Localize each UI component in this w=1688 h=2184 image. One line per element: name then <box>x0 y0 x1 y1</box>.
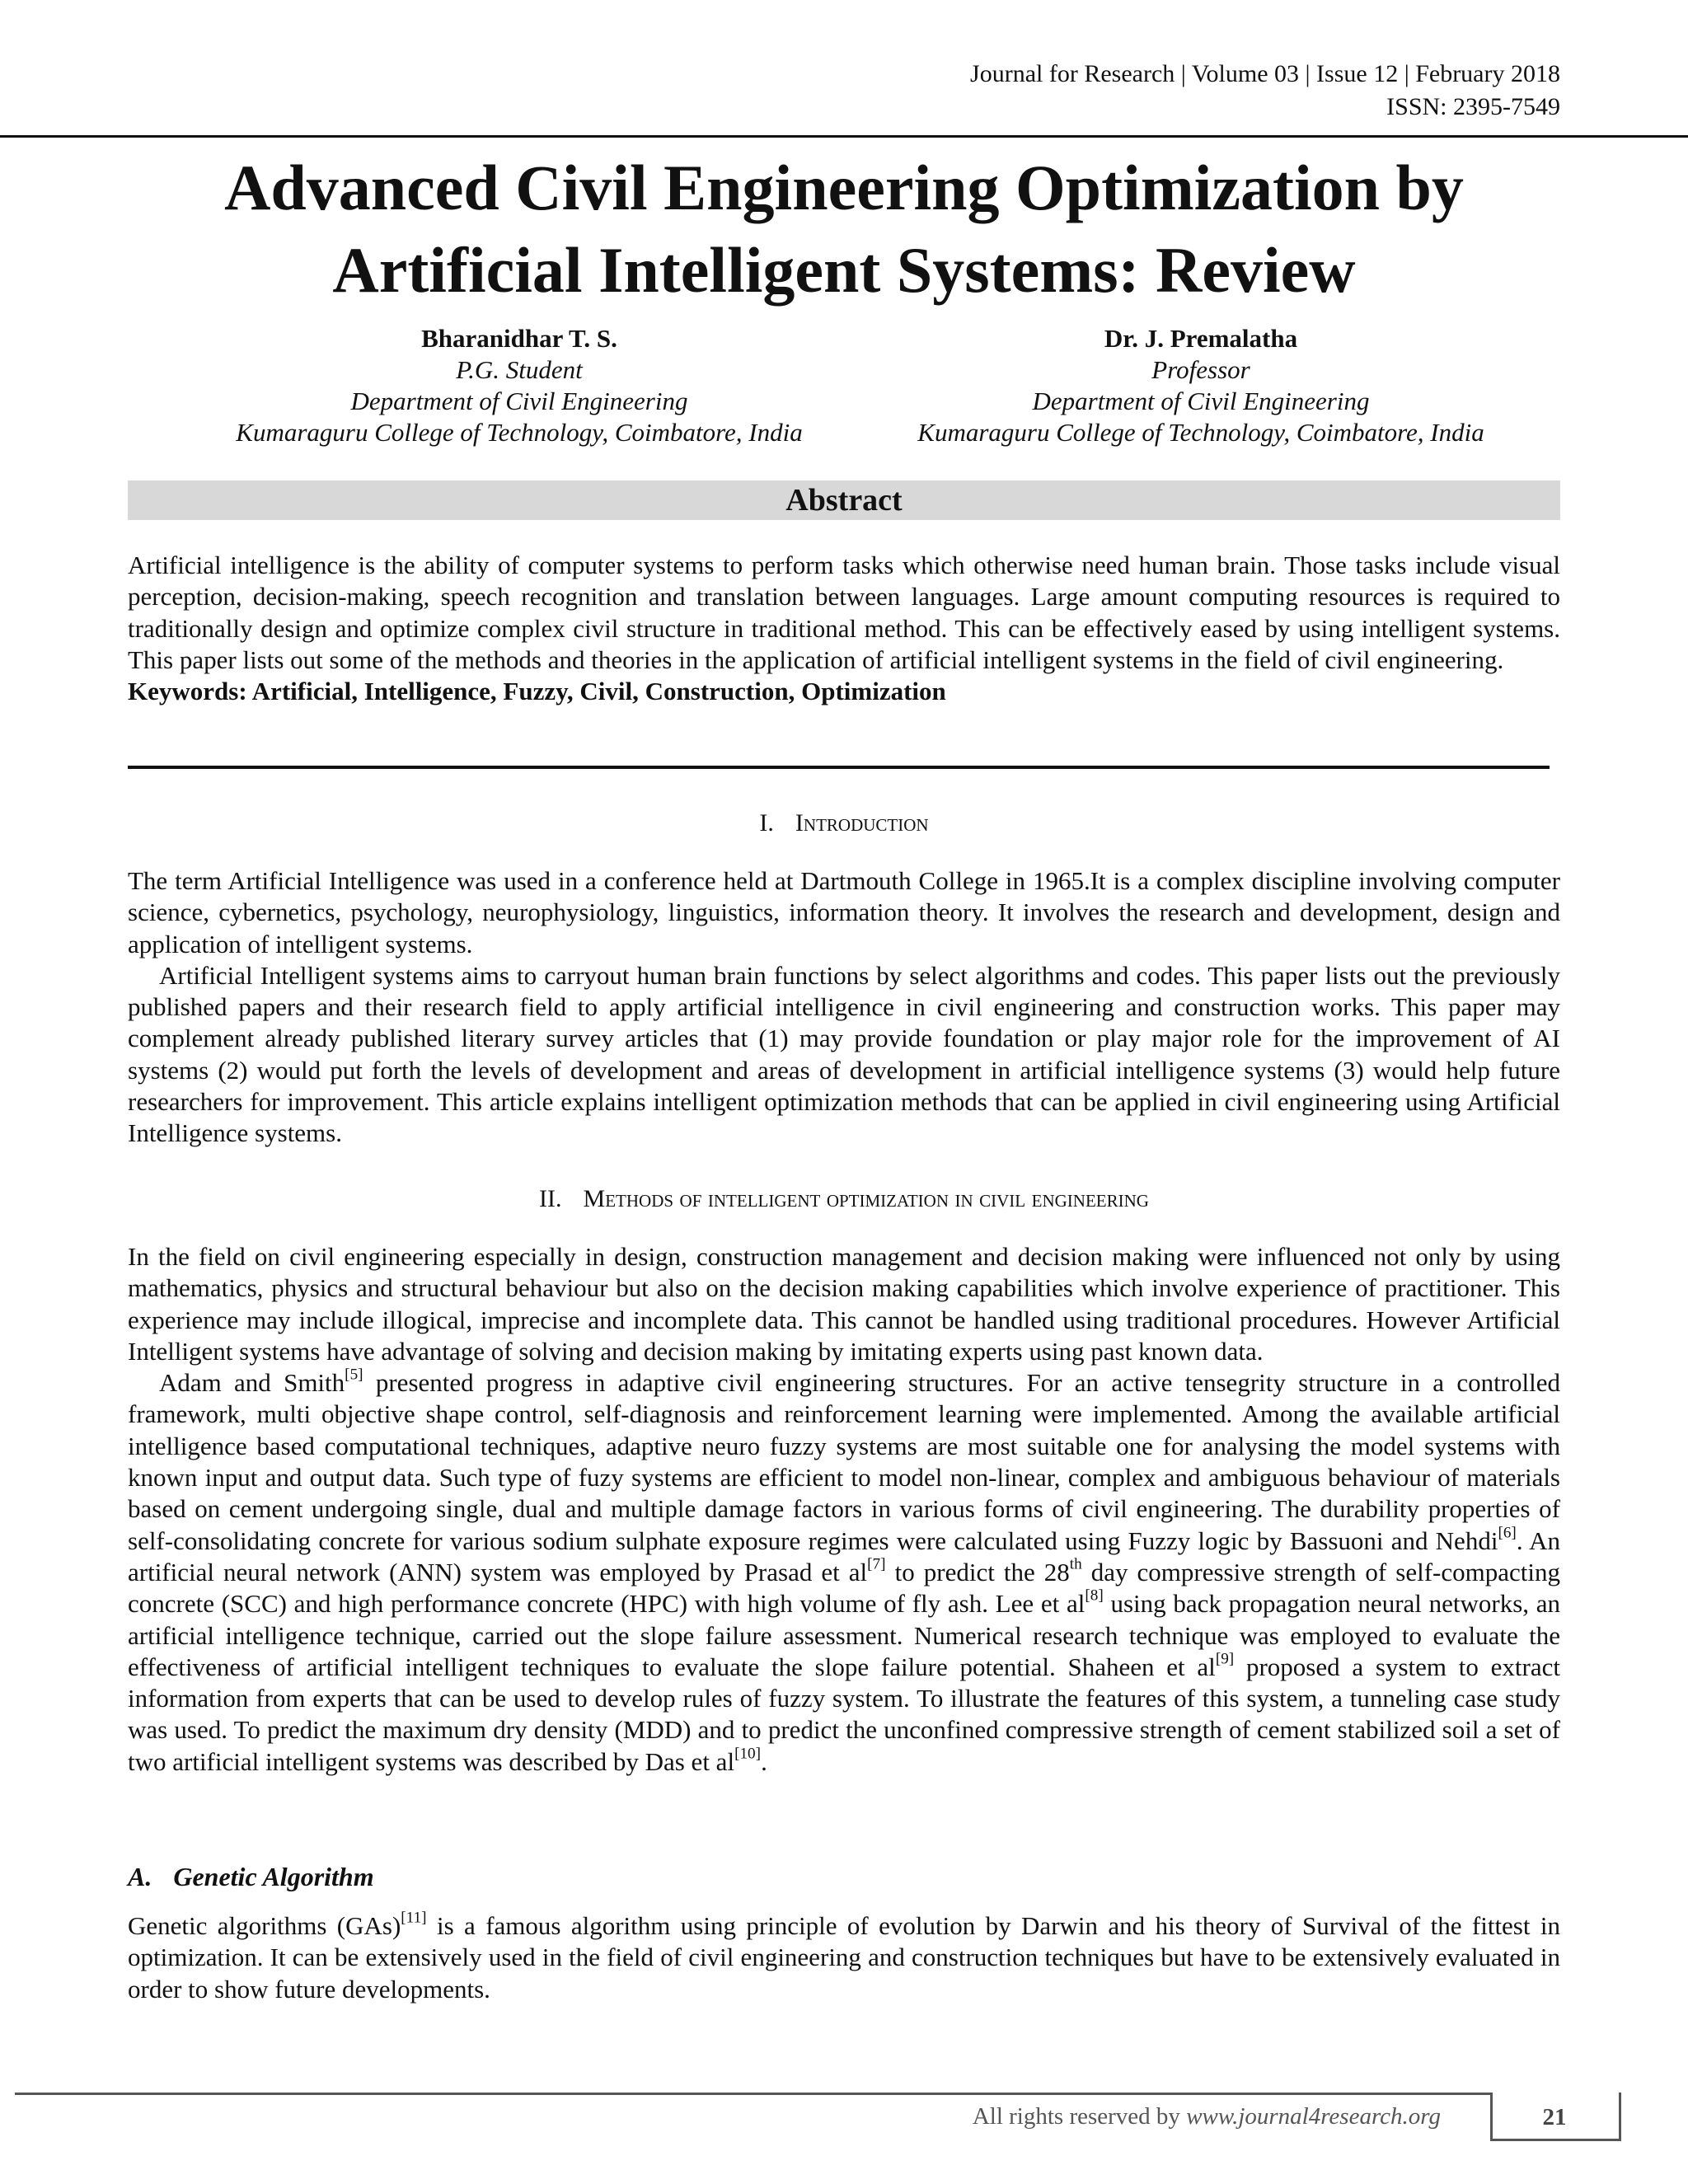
paragraph: The term Artificial Intelligence was used in a conference held at Dartmouth College in 1965.It is a complex discipline involving computer science, cybernetics, psychology, neurophysiology, linguistics, information theory. It involves the research and development, design and application of intelligent systems. <box>128 866 1560 958</box>
citation: [10] <box>734 1745 762 1763</box>
title-line-2: Artificial Intelligent Systems: Review <box>332 234 1356 306</box>
author-dept: Department of Civil Engineering <box>350 387 688 415</box>
text-run: . An artificial neural network (ANN) system was employed by Prasad et al <box>128 1526 1560 1586</box>
ordinal-suffix: th <box>1069 1555 1082 1573</box>
citation: [9] <box>1215 1650 1235 1668</box>
section-heading-introduction <box>0 807 1688 840</box>
paragraph: Artificial Intelligent systems aims to carryout human brain functions by select algorithms and codes. This paper lists out the previously published papers and their research field to apply artificial intelligence in civil engineering and construction works. This paper may complement already published literary survey articles that (1) may provide foundation or play major role for the improvement of AI systems (2) would put forth the levels of development and areas of development in artificial intelligence systems (3) would help future researchers for improvement. This article explains intelligent optimization methods that can be applied in civil engineering using Artificial Intelligence systems. <box>128 960 1560 1148</box>
text-run: to predict the 28 <box>885 1557 1070 1586</box>
rights-text: All rights reserved by <box>972 2103 1187 2130</box>
genetic-algorithm-body <box>128 1910 1560 2005</box>
author-name: Bharanidhar T. S. <box>421 324 617 353</box>
journal-header <box>970 58 1560 124</box>
paragraph: In the field on civil engineering especially in design, construction management and decision making were influenced not only by using mathematics, physics and structural behaviour but also on the decision making capabilities which involve experience of practitioner. This experience may include illogical, imprecise and incomplete data. This cannot be handled using traditional procedures. However Artificial Intelligent systems have advantage of solving and decision making by imitating experts using past known data. <box>128 1242 1560 1366</box>
citation: [7] <box>867 1555 886 1573</box>
issn: ISSN: 2395-7549 <box>1386 93 1560 120</box>
keywords: Keywords: Artificial, Intelligence, Fuzzy, Civil, Construction, Optimization <box>128 677 946 706</box>
footer-rights <box>973 2100 1441 2133</box>
subsection-heading-genetic-algorithm <box>128 1860 374 1893</box>
subsection-title: Genetic Algorithm <box>173 1862 374 1891</box>
text-run: presented progress in adaptive civil engineering structures. For an active tensegrity structure in a controlled framework, multi objective shape control, self-diagnosis and reinforcement learning were implemented. Among the available artificial intelligence based computational techniques, adaptive neuro fuzzy systems are most suitable one for analysing the model systems with known input and output data. Such type of fuzy systems are efficient to model non-linear, complex and ambiguous behaviour of materials based on cement undergoing single, dual and multiple damage factors in various forms of civil engineering. The durability properties of self-consolidating concrete for various sodium sulphate exposure regimes were calculated using Fuzzy logic by Bassuoni and Nehdi <box>128 1368 1560 1555</box>
text-run: is a famous algorithm using principle of evolution by Darwin and his theory of Survival of the fittest in optimization. It can be extensively used in the field of civil engineering and construction techniques but have to be extensively evaluated in order to show future developments. <box>128 1911 1560 2004</box>
section-number: I. <box>759 809 774 837</box>
journal-line: Journal for Research | Volume 03 | Issue 12 | February 2018 <box>970 60 1560 87</box>
footer-rule <box>15 2093 1490 2095</box>
text-run: proposed a system to extract information from experts that can be used to develop rules of fuzzy system. To illustrate the features of this system, a tunneling case study was used. To predict the maximum dry density (MDD) and to predict the unconfined compressive strength of cement stabilized soil a set of two artificial intelligent systems was described by Das et al <box>128 1652 1560 1776</box>
methods-body <box>128 1241 1560 1778</box>
section-heading-methods <box>0 1183 1688 1216</box>
introduction-body <box>128 865 1560 1150</box>
author-role: P.G. Student <box>456 355 583 384</box>
section-title: Introduction <box>795 809 929 837</box>
text-run: day compressive strength of self-compacting concrete (SCC) and high performance concrete (HPC) with high volume of fly ash. Lee et al <box>128 1557 1560 1619</box>
subsection-number: A. <box>128 1862 152 1891</box>
section-title: Methods of intelligent optimization in civil engineering <box>583 1185 1149 1212</box>
text-run: . <box>761 1746 767 1776</box>
page-number: 21 <box>1542 2104 1567 2130</box>
abstract-body <box>128 550 1560 707</box>
title-line-1: Advanced Civil Engineering Optimization by <box>224 152 1464 223</box>
author-affiliation: Kumaraguru College of Technology, Coimbatore, India <box>236 418 803 447</box>
abstract-text: Artificial intelligence is the ability of computer systems to perform tasks which otherwise need human brain. Those tasks include visual perception, decision-making, speech recognition and translation between languages. Large amount computing resources is required to traditionally design and optimize complex civil structure in traditional method. This can be effectively eased by using intelligent systems. This paper lists out some of the methods and theories in the application of artificial intelligent systems in the field of civil engineering. <box>128 551 1560 674</box>
text-run: Genetic algorithms (GAs) <box>128 1911 401 1940</box>
text-run: using back propagation neural networks, an artificial intelligence technique, carried out the slope failure assessment. Numerical research technique was employed to evaluate the effectiveness of artificial intelligent techniques to evaluate the slope failure potential. Shaheen et al <box>128 1589 1561 1681</box>
author-dept: Department of Civil Engineering <box>1032 387 1370 415</box>
section-number: II. <box>539 1185 562 1212</box>
author-1 <box>148 323 890 448</box>
paragraph <box>128 1367 1560 1778</box>
author-role: Professor <box>1151 355 1250 384</box>
abstract-heading: Abstract <box>785 483 903 518</box>
citation: [8] <box>1085 1586 1104 1605</box>
paper-title <box>0 147 1688 312</box>
citation: [5] <box>345 1366 363 1384</box>
citation: [11] <box>401 1909 427 1927</box>
author-2 <box>830 323 1572 448</box>
author-affiliation: Kumaraguru College of Technology, Coimbatore, India <box>917 418 1484 447</box>
journal-url-link[interactable]: www.journal4research.org <box>1186 2103 1441 2130</box>
abstract-rule <box>128 766 1550 769</box>
text-run: Adam and Smith <box>159 1368 345 1398</box>
citation: [6] <box>1498 1524 1517 1542</box>
header-rule <box>0 135 1688 138</box>
paragraph <box>128 1910 1560 2005</box>
author-name: Dr. J. Premalatha <box>1104 324 1298 353</box>
